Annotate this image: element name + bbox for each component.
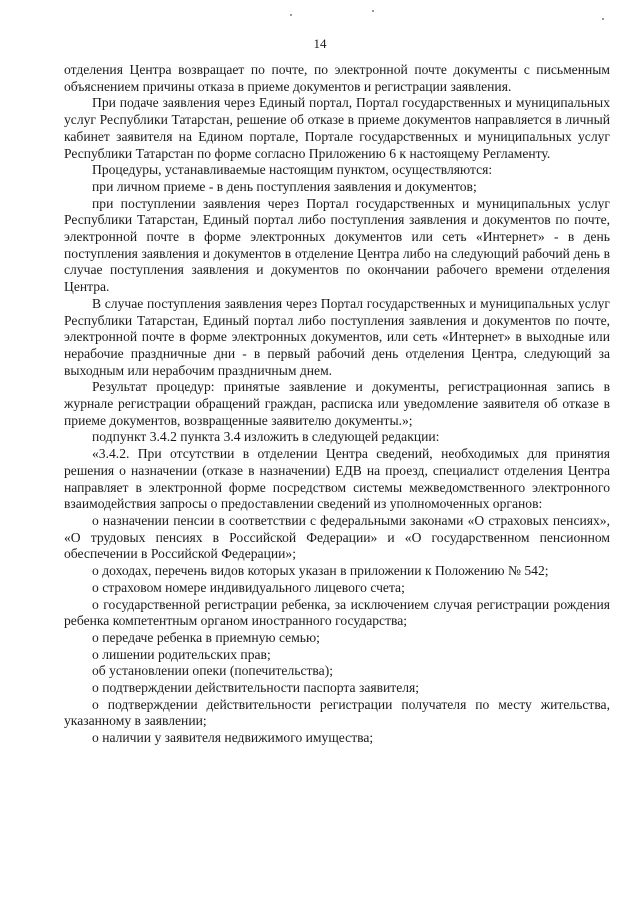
list-item: о наличии у заявителя недвижимого имущества;: [92, 730, 374, 746]
paragraph: Процедуры, устанавливаемые настоящим пунктом, осуществляются:: [92, 162, 493, 178]
paragraph: при личном приеме - в день поступления заявления и документов;: [92, 178, 477, 194]
paragraph: подпункт 3.4.2 пункта 3.4 изложить в следующей редакции:: [92, 429, 440, 445]
list-item: о доходах, перечень видов которых указан в приложении к Положению № 542;: [92, 563, 549, 579]
scan-speck: [290, 14, 292, 16]
paragraph: отделения Центра возвращает по почте, по электронной почте документы с письменным объяснением причины отказа в приеме документов и регистрации заявления.: [64, 62, 610, 94]
list-item: о лишении родительских прав;: [92, 646, 271, 662]
list-item: о передаче ребенка в приемную семью;: [92, 629, 320, 645]
scan-speck: [372, 10, 374, 12]
list-item: о подтверждении действительности регистрации получателя по месту жительства, указанному в заявлении;: [64, 696, 610, 729]
document-body: [64, 62, 610, 747]
paragraph: при поступлении заявления через Портал государственных и муниципальных услуг Республики Татарстан, Единый портал либо поступления заявления и документов по почте, электронной почте в форме электронных документов или сеть «Интернет» - в день поступления заявления и документов в отделение Центра либо на следующий рабочий день в случае поступления заявления и документов по окончании рабочего времени отделения Центра.: [64, 195, 610, 295]
paragraph: Результат процедур: принятые заявление и документы, регистрационная запись в журнале регистрации обращений граждан, расписка или уведомление заявителя об отказе в приеме документов, возвращенные заявителю документы.»;: [64, 379, 610, 428]
list-item: о государственной регистрации ребенка, за исключением случая регистрации рождения ребенка компетентным органом иностранного государства;: [64, 596, 610, 629]
list-item: о подтверждении действительности паспорта заявителя;: [92, 680, 420, 696]
scan-speck: [602, 18, 604, 20]
list-item: об установлении опеки (попечительства);: [92, 663, 334, 679]
paragraph: В случае поступления заявления через Портал государственных и муниципальных услуг Республики Татарстан, Единый портал либо поступления заявления и документов по почте, электронной почте в форме электронных документов, или сеть «Интернет» в выходные или нерабочие праздничные дни - в первый рабочий день отделения Центра, следующий за выходным или нерабочим праздничным днем.: [64, 295, 610, 378]
paragraph: При подаче заявления через Единый портал, Портал государственных и муниципальных услуг Республики Татарстан, решение об отказе в приеме документов направляется в личный кабинет заявителя на Едином портале, Портале государственных и муниципальных услуг Республики Татарстан по форме согласно Приложению 6 к настоящему Регламенту.: [64, 95, 610, 161]
paragraph: «3.4.2. При отсутствии в отделении Центра сведений, необходимых для принятия решения о назначении (отказе в назначении) ЕДВ на проезд, специалист отделения Центра направляет в электронной форме посредством системы межведомственного электронного взаимодействия запросы о предоставлении сведений из уполномоченных органов:: [64, 446, 610, 512]
list-item: о страховом номере индивидуального лицевого счета;: [92, 579, 405, 595]
page-number: 14: [313, 36, 327, 51]
list-item: о назначении пенсии в соответствии с федеральными законами «О страховых пенсиях», «О трудовых пенсиях в Российской Федерации» и «О государственном пенсионном обеспечении в Российской Федерации»;: [64, 512, 610, 562]
